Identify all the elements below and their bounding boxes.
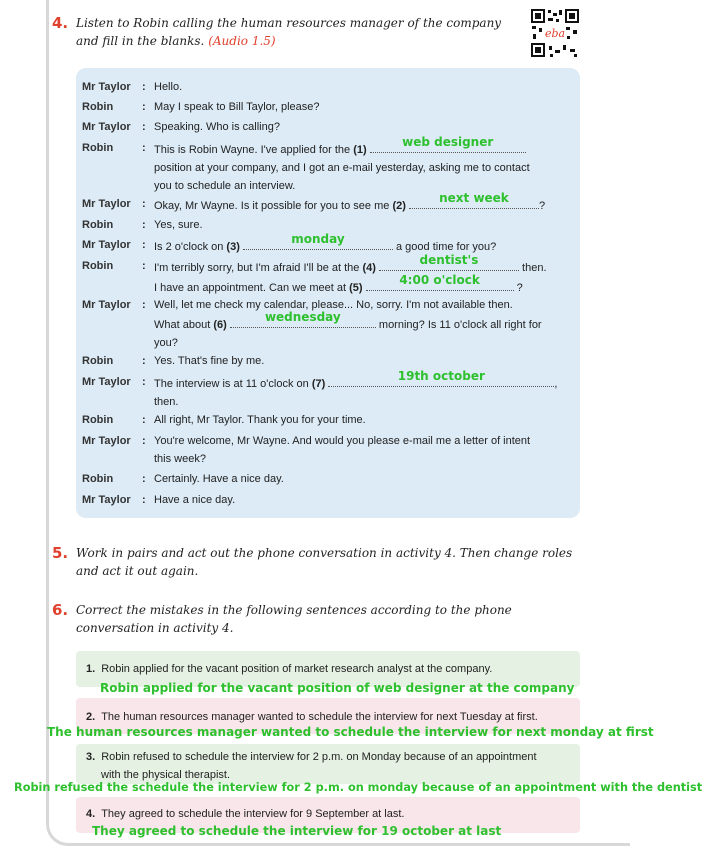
- colon: :: [142, 435, 146, 447]
- dialog-text: you to schedule an interview.: [154, 180, 296, 192]
- speaker: Mr Taylor: [82, 494, 131, 506]
- blank-number: (1): [353, 144, 367, 156]
- blank-5[interactable]: [366, 273, 514, 291]
- speaker: Robin: [82, 101, 114, 113]
- colon: :: [142, 473, 146, 485]
- dialog-row: [82, 78, 574, 96]
- dialog-line: Have a nice day.: [154, 494, 236, 506]
- colon: :: [142, 121, 146, 133]
- speaker: Robin: [82, 260, 114, 272]
- dialog-text: You're welcome, Mr Wayne. And would you please e-mail me a letter of intent: [154, 435, 531, 447]
- sentence-1: [86, 660, 566, 678]
- sentence-number: 1.: [86, 663, 96, 675]
- dialog-line: Speaking. Who is calling?: [154, 121, 280, 133]
- instruction-line: conversation in activity 4.: [76, 621, 234, 635]
- instruction-line: and act it out again.: [76, 564, 199, 578]
- sentence-3: [86, 748, 566, 784]
- dialog-line: [154, 135, 574, 195]
- dialog-text: then.: [522, 262, 547, 274]
- sentence-number: 4.: [86, 808, 96, 820]
- dialog-row: [82, 296, 574, 352]
- dialog-text: The interview is at 11 o'clock on: [154, 378, 309, 390]
- answer-4: dentist's: [419, 253, 479, 267]
- speaker: Robin: [82, 473, 114, 485]
- answer-5: 4:00 o'clock: [399, 273, 480, 287]
- instruction-line: and fill in the blanks.: [76, 34, 205, 48]
- speaker: Mr Taylor: [82, 198, 131, 210]
- dialog-row: [82, 491, 574, 509]
- dialog-line: Hello.: [154, 81, 183, 93]
- blank-3[interactable]: [243, 232, 393, 250]
- colon: :: [142, 81, 146, 93]
- activity-instruction: [76, 544, 572, 580]
- speaker: Mr Taylor: [82, 239, 131, 251]
- dialog-line: Yes. That's fine by me.: [154, 355, 265, 367]
- dialog-text: you?: [154, 337, 178, 349]
- activity-6-heading: [52, 601, 512, 637]
- colon: :: [142, 101, 146, 113]
- colon: :: [142, 355, 146, 367]
- dialog-line: [154, 253, 574, 297]
- activity-instruction: [76, 14, 501, 50]
- dialog-text: ?: [538, 200, 546, 212]
- speaker: Robin: [82, 414, 114, 426]
- activity-5-heading: [52, 544, 572, 580]
- correction-3: Robin refused the schedule the interview for 2 p.m. on monday because of an appointment with the dentist: [14, 781, 702, 794]
- dialog-text: Well, let me check my calendar, please... No, sorry. I'm not available then.: [154, 299, 513, 311]
- colon: :: [142, 219, 146, 231]
- answer-2: next week: [439, 191, 509, 205]
- colon: :: [142, 494, 146, 506]
- dialog-row: [82, 411, 574, 429]
- dialog-row: [82, 253, 574, 297]
- sentence-2: [86, 708, 566, 726]
- dialog-text: Is 2 o'clock on: [154, 241, 224, 253]
- speaker: Mr Taylor: [82, 121, 131, 133]
- sentence-text: They agreed to schedule the interview for 9 September at last.: [101, 808, 405, 820]
- dialog-line: All right, Mr Taylor. Thank you for your time.: [154, 414, 366, 426]
- colon: :: [142, 260, 146, 272]
- activity-instruction: [76, 601, 512, 637]
- instruction-line: Work in pairs and act out the phone conversation in activity 4. Then change roles: [76, 546, 573, 560]
- dialog-line: May I speak to Bill Taylor, please?: [154, 101, 320, 113]
- dialog-row: [82, 369, 574, 411]
- colon: :: [142, 239, 146, 251]
- dialog-text: ,: [554, 378, 558, 390]
- dialog-text: This is Robin Wayne. I've applied for the: [154, 144, 351, 156]
- dialog-text: morning? Is 11 o'clock all right for: [378, 319, 542, 331]
- activity-number: 6.: [52, 601, 69, 619]
- instruction-line: Listen to Robin calling the human resources manager of the company: [76, 16, 502, 30]
- sentence-text: The human resources manager wanted to schedule the interview for next Tuesday at first.: [101, 711, 538, 723]
- answer-7: 19th october: [397, 369, 485, 383]
- blank-number: (6): [213, 319, 227, 331]
- colon: :: [142, 198, 146, 210]
- dialog-text: I have an appointment. Can we meet at: [154, 282, 347, 294]
- correction-4: They agreed to schedule the interview for 19 october at last: [92, 824, 502, 838]
- correction-1: Robin applied for the vacant position of web designer at the company: [100, 681, 575, 695]
- dialog-text: ?: [516, 282, 523, 294]
- dialog-text: a good time for you?: [396, 241, 497, 253]
- answer-1: web designer: [402, 135, 494, 149]
- blank-6[interactable]: [230, 310, 376, 328]
- activity-number: 4.: [52, 14, 69, 32]
- blank-number: (7): [311, 378, 326, 390]
- sentence-text: with the physical therapist.: [101, 769, 231, 781]
- blank-number: (4): [362, 262, 376, 274]
- sentence-4: [86, 805, 566, 823]
- speaker: Mr Taylor: [82, 435, 131, 447]
- colon: :: [142, 142, 146, 154]
- correction-2: The human resources manager wanted to schedule the interview for next monday at first: [47, 725, 654, 739]
- dialog-line: [154, 369, 574, 411]
- dialog-line: Certainly. Have a nice day.: [154, 473, 284, 485]
- speaker: Mr Taylor: [82, 376, 131, 388]
- colon: :: [142, 376, 146, 388]
- sentence-number: 2.: [86, 711, 96, 723]
- speaker: Mr Taylor: [82, 81, 131, 93]
- sentence-number: 3.: [86, 751, 96, 763]
- sentence-text: Robin refused to schedule the interview for 2 p.m. on Monday because of an appointment: [101, 751, 537, 763]
- answer-6: wednesday: [264, 310, 341, 324]
- dialog-row: [82, 191, 574, 215]
- audio-reference[interactable]: (Audio 1.5): [208, 34, 276, 48]
- activity-number: 5.: [52, 544, 69, 562]
- blank-number: (2): [392, 200, 406, 212]
- dialog-text: I'm terribly sorry, but I'm afraid I'll be at the: [154, 262, 360, 274]
- dialog-row: [82, 98, 574, 116]
- speaker: Robin: [82, 142, 114, 154]
- dialog-line: [154, 432, 574, 468]
- dialog-row: [82, 432, 574, 468]
- dialog-text: position at your company, and I got an e-mail yesterday, asking me to contact: [154, 162, 530, 174]
- blank-7[interactable]: [328, 369, 554, 387]
- activity-4-heading: [52, 14, 501, 50]
- dialog-text: this week?: [154, 453, 206, 465]
- dialog-line: [154, 191, 574, 215]
- speaker: Mr Taylor: [82, 299, 131, 311]
- blank-2[interactable]: [409, 191, 539, 209]
- dialog-line: [154, 296, 574, 352]
- colon: :: [142, 414, 146, 426]
- instruction-line: Correct the mistakes in the following sentences according to the phone: [76, 603, 512, 617]
- blank-4[interactable]: [379, 253, 519, 271]
- speaker: Robin: [82, 219, 114, 231]
- blank-number: (3): [226, 241, 240, 253]
- blank-number: (5): [349, 282, 363, 294]
- dialog-text: then.: [154, 396, 179, 408]
- dialog-text: What about: [154, 319, 211, 331]
- qr-code-icon[interactable]: [530, 8, 580, 58]
- dialog-row: [82, 135, 574, 195]
- speaker: Robin: [82, 355, 114, 367]
- blank-1[interactable]: [370, 135, 526, 153]
- answer-3: monday: [291, 232, 345, 246]
- dialog-text: Okay, Mr Wayne. Is it possible for you to see me: [154, 200, 390, 212]
- dialog-line: Yes, sure.: [154, 219, 203, 231]
- colon: :: [142, 299, 146, 311]
- dialog-row: [82, 470, 574, 488]
- svg-text:eba: eba: [544, 27, 566, 40]
- sentence-text: Robin applied for the vacant position of market research analyst at the company.: [101, 663, 493, 675]
